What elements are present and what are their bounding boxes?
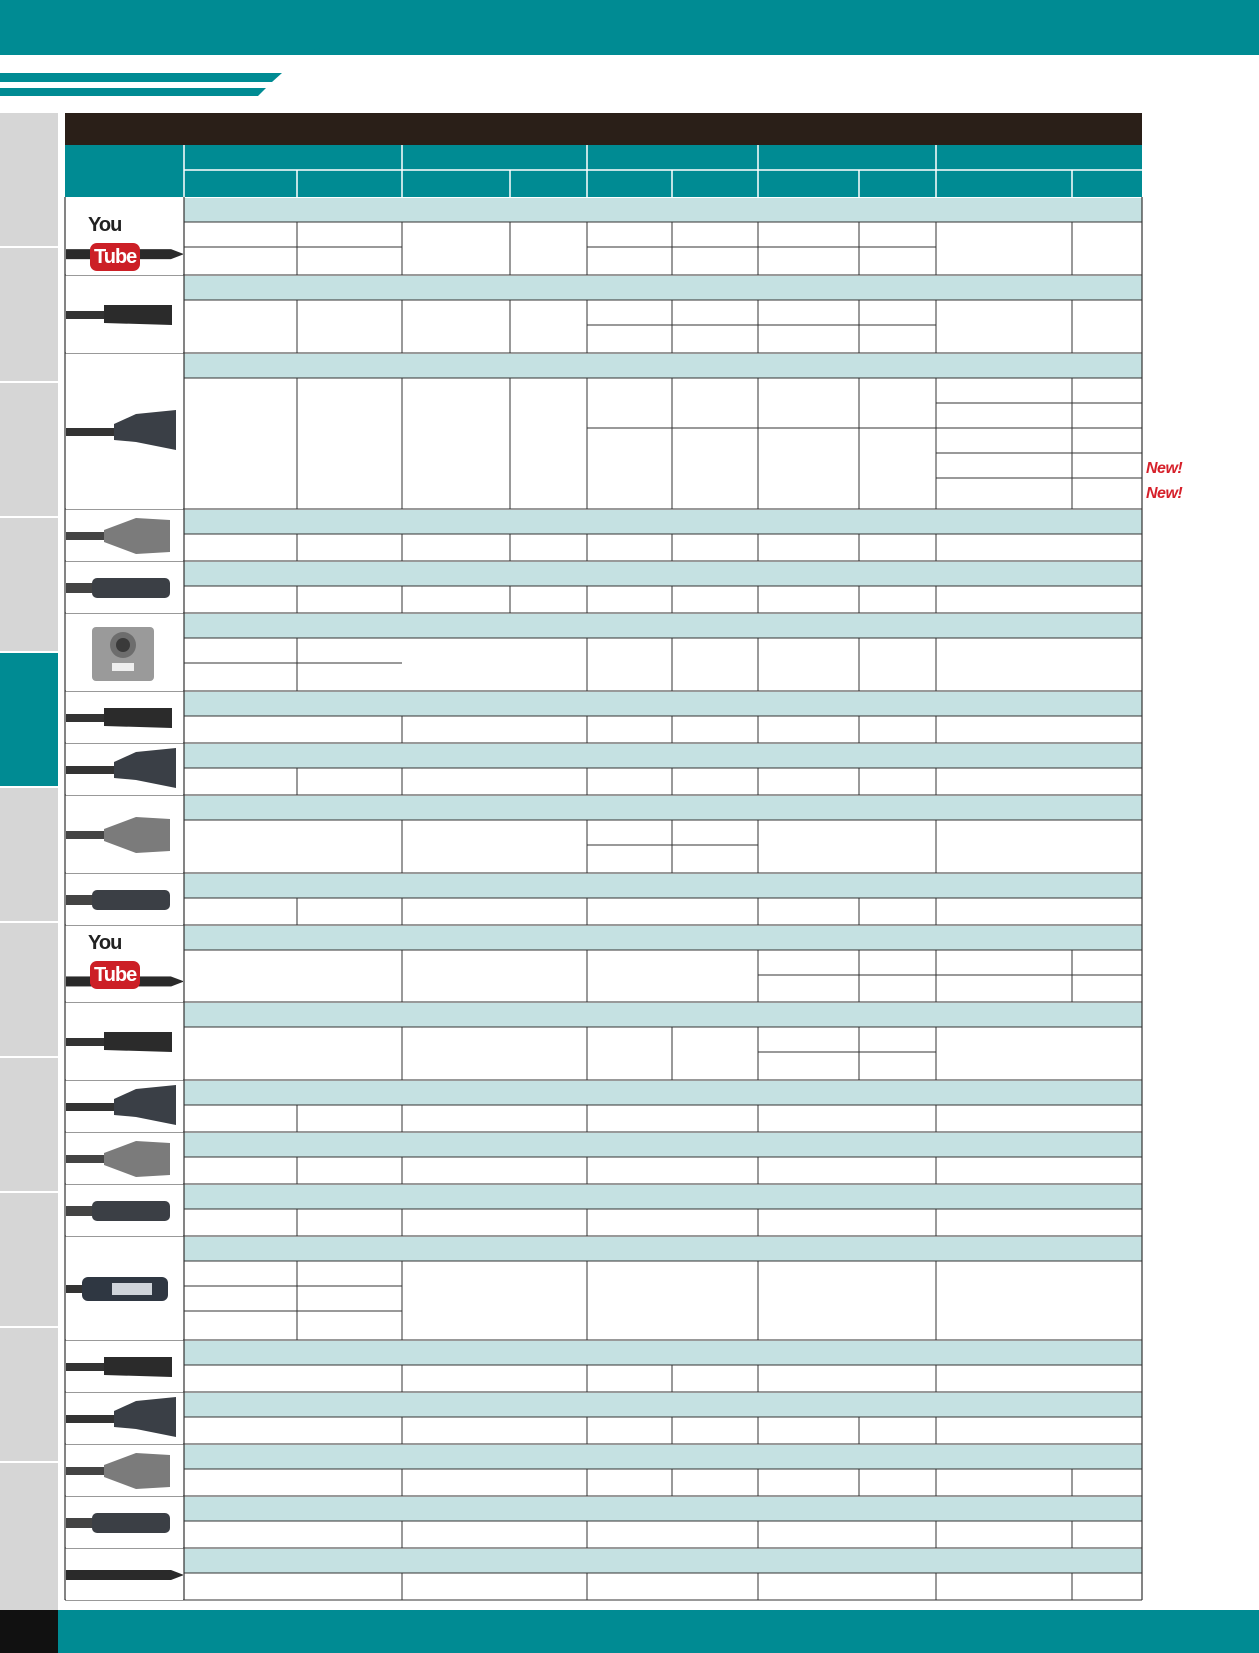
product-name-band [184,1549,1142,1573]
tool-silhouette [66,744,183,795]
tool-silhouette [66,1133,183,1184]
tool-silhouette [66,1185,183,1236]
toothed-chisel-icon [66,1445,183,1496]
product-name-band [184,198,1142,222]
product-name-band [184,562,1142,586]
tool-silhouette [66,562,183,613]
product-name-band [184,510,1142,534]
ground-rod-driver-icon [66,562,183,613]
gouge-chisel-icon [66,1185,183,1236]
channel-chisel-icon [66,1497,183,1548]
angled-chisel-icon [66,1393,183,1444]
shank-adapter-icon [66,744,183,795]
tool-silhouette [66,692,183,743]
product-name-band [184,744,1142,768]
youtube-icon[interactable]: YouTube [88,927,160,959]
new-badge: New! [1146,485,1183,502]
tool-silhouette [66,1549,183,1600]
bushing-tool-icon [66,692,183,743]
tool-silhouette [66,354,183,509]
tool-silhouette [66,796,183,873]
product-name-band [184,614,1142,638]
page-number-tab [0,1610,58,1653]
tool-silhouette [66,1497,183,1548]
product-name-band [184,1237,1142,1261]
product-name-band [184,692,1142,716]
product-name-band [184,354,1142,378]
asphalt-cutter-wide-icon [66,874,183,925]
product-name-band [184,1497,1142,1521]
tool-silhouette [66,1081,183,1132]
moil-point-icon [66,1081,183,1132]
product-name-band [184,926,1142,950]
product-name-band [184,1341,1142,1365]
tool-silhouette [66,874,183,925]
flat-chisel-wide-icon [66,1003,183,1080]
product-name-band [184,796,1142,820]
tool-silhouette [66,1003,183,1080]
wide-scaling-chisel-icon [66,354,183,509]
product-name-band [184,1445,1142,1469]
asphalt-cutter-icon [66,796,183,873]
product-name-band [184,1133,1142,1157]
product-name-band [184,276,1142,300]
tool-silhouette [66,1341,183,1392]
new-badge: New! [1146,460,1183,477]
bottom-bar [0,1610,1259,1653]
product-name-band [184,1185,1142,1209]
labeled-bit-icon [66,1237,183,1340]
product-name-band [184,1081,1142,1105]
clay-spade-icon [66,510,183,561]
tool-silhouette [66,1393,183,1444]
product-name-band [184,1393,1142,1417]
product-name-band [184,1003,1142,1027]
tool-silhouette [66,1445,183,1496]
flat-chisel-icon [66,276,183,353]
tool-silhouette [66,510,183,561]
flat-chisel-narrow-icon [66,1133,183,1184]
gouge-channel-chisel-icon [66,1549,183,1600]
tool-silhouette [66,1237,183,1340]
product-name-band [184,874,1142,898]
spade-chisel-icon [66,1341,183,1392]
tool-silhouette [66,276,183,353]
tamper-plate-icon [66,614,183,691]
tool-silhouette [66,614,183,691]
youtube-icon[interactable]: YouTube [88,209,160,241]
